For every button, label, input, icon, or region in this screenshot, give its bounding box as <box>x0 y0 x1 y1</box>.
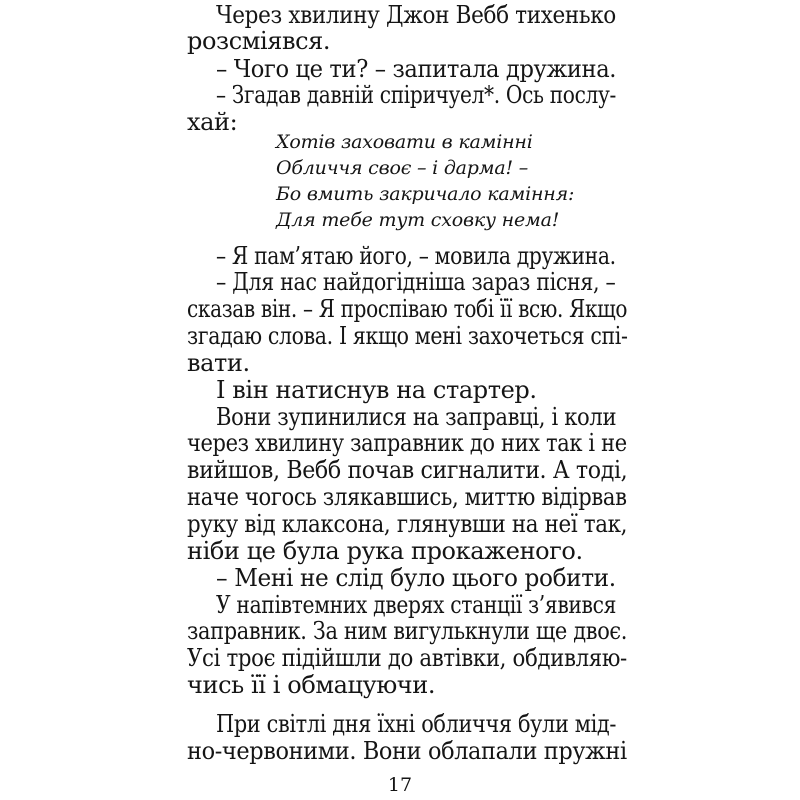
text-line: наче чогось злякавшись, миттю відірвав <box>187 483 627 511</box>
dialogue-line: – Мені не слід було цього робити. <box>216 564 616 592</box>
text-line: чись її і обмацуючи. <box>187 671 436 699</box>
dialogue-line: – Я пам’ятаю його, – мовила дружина. <box>216 242 616 270</box>
text-line: Через хвилину Джон Вебб тихенько <box>216 1 616 29</box>
text-line: заправник. За ним вигулькнули ще двоє. <box>187 617 628 645</box>
verse-line: Для тебе тут сховку нема! <box>276 209 560 231</box>
paragraph-line: У напівтемних дверях станції з’явився <box>216 591 617 619</box>
dialogue-line: – Згадав давній спіричуел*. Ось послу- <box>216 81 616 109</box>
dialogue-line: – Для нас найдогідніша зараз пісня, – <box>216 268 616 296</box>
verse-line: Обличчя своє – і дарма! – <box>276 157 529 179</box>
verse-line: Хотів заховати в камінні <box>276 131 533 153</box>
paragraph-line: І він натиснув на стартер. <box>216 376 537 404</box>
text-line: руку від клаксона, глянувши на неї так, <box>187 510 628 538</box>
text-line: но-червоними. Вони облапали пружні <box>187 737 627 765</box>
text-line: розсміявся. <box>187 27 331 55</box>
paragraph-line: При світлі дня їхні обличчя були мід- <box>216 710 617 738</box>
text-line: через хвилину заправник до них так і не <box>187 429 627 457</box>
text-line: вати. <box>187 349 250 377</box>
text-line: Усі троє підійшли до автівки, обдивляю- <box>187 644 627 672</box>
text-line: вийшов, Вебб почав сигналити. А тоді, <box>187 456 628 484</box>
dialogue-line: – Чого це ти? – запитала дружина. <box>216 55 617 83</box>
text-line: хай: <box>187 108 238 136</box>
text-line: ніби це була рука прокаженого. <box>187 537 583 565</box>
text-line: сказав він. – Я проспіваю тобі її всю. Якщо <box>187 295 628 323</box>
text-line: згадаю слова. І якщо мені захочеться спі- <box>187 322 628 350</box>
page-number: 17 <box>387 774 413 796</box>
verse-line: Бо вмить закричало каміння: <box>276 183 575 205</box>
paragraph-line: Вони зупинилися на заправці, і коли <box>216 403 617 431</box>
